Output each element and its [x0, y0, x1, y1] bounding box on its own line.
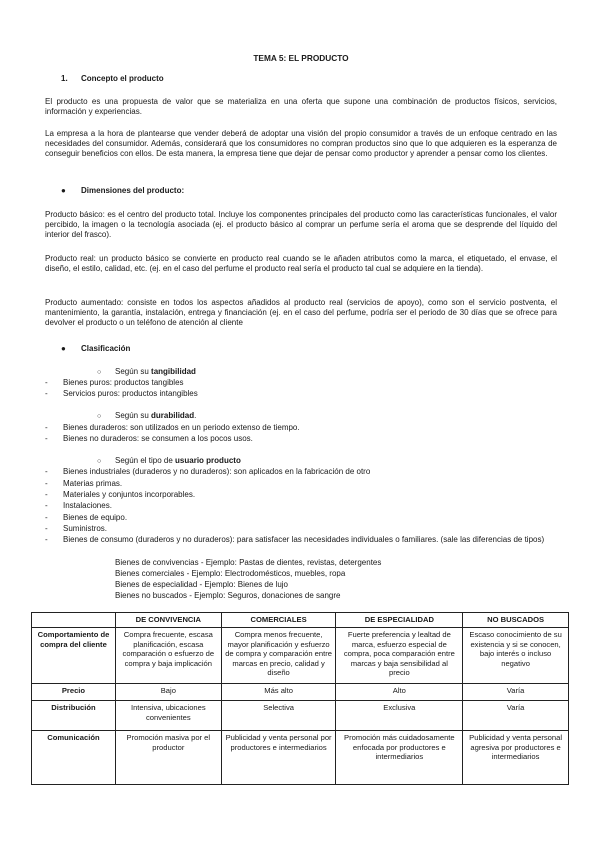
table-cell: Varía [463, 684, 569, 701]
table-cell: Compra frecuente, escasa planificación, escasa comparación o esfuerzo de compra y baja implicación [115, 628, 221, 684]
sub-prefix: Según su [115, 367, 152, 376]
circle-bullet-icon: ○ [97, 369, 102, 376]
row-header: Comunicación [32, 731, 116, 785]
table-cell: Escaso conocimiento de su existencia y si se conocen, bajo interés o incluso negativo [463, 628, 569, 684]
table-cell: Selectiva [221, 701, 336, 731]
list-item: - Bienes industriales (duraderos y no duraderos): son aplicados en la fabricación de otro [45, 467, 371, 476]
comparison-table [31, 612, 569, 785]
sub-usuario-producto: ○ Según el tipo de usuario producto [97, 456, 241, 465]
row-header: Precio [32, 684, 116, 701]
list-item: - Bienes puros: productos tangibles [45, 378, 184, 387]
bullet-clasificacion [61, 344, 130, 354]
table-cell: Compra menos frecuente, mayor planificación y esfuerzo de compra y comparación entre marcas en precio, calidad y diseño [221, 628, 336, 684]
table-header [32, 613, 116, 628]
example-line: Bienes no buscados - Ejemplo: Seguros, donaciones de sangre [115, 591, 341, 600]
circle-bullet-icon: ○ [97, 458, 102, 465]
table-row [32, 628, 569, 684]
bullet-label: Clasificación [81, 344, 131, 353]
table-header: NO BUSCADOS [463, 613, 569, 628]
table-row [32, 701, 569, 731]
table-cell: Más alto [221, 684, 336, 701]
list-item: - Bienes de equipo. [45, 513, 128, 522]
paragraph-producto-real: Producto real: un producto básico se convierte en producto real cuando se le añaden atributos como la marca, el etiquetado, el envase, el diseño, el estilo, calidad, etc. (ej. en el caso del perfume el producto real sería el producto tal cual se adquiere en la tienda). [45, 254, 557, 273]
bullet-label: Dimensiones del producto: [81, 186, 185, 195]
table-header-row [32, 613, 569, 628]
list-item: - Bienes duraderos: son utilizados en un periodo extenso de tiempo. [45, 423, 300, 432]
paragraph-producto-basico: Producto básico: es el centro del producto total. Incluye los componentes principales del producto como las características funcionales, el valor percibido, la imagen o la tecnología asociada (ej. el producto básico al comprar un perfume sería el aroma que se desprende del líquido del interior del frasco). [45, 210, 557, 239]
page-title: TEMA 5: EL PRODUCTO [253, 53, 349, 63]
list-item: - Materias primas. [45, 479, 123, 488]
table-header: DE ESPECIALIDAD [336, 613, 463, 628]
paragraph-producto-aumentado: Producto aumentado: consiste en todos los aspectos añadidos al producto real (servicios de apoyo), como son el servicio postventa, el mantenimiento, la garantía, instalación, entrega y financiación (ej. en el caso del perfume, podría ser el periodo de 30 días que se ofrece para devolver el producto o un teléfono de atención al cliente [45, 298, 557, 327]
circle-bullet-icon: ○ [97, 413, 102, 420]
table-cell: Varía [463, 701, 569, 731]
sub-bold: tangibilidad [151, 367, 196, 376]
list-item: - Bienes de consumo (duraderos y no duraderos): para satisfacer las necesidades individuales o familiares. (sale las diferencias de tipos) [45, 535, 545, 544]
example-line: Bienes de especialidad - Ejemplo: Bienes de lujo [115, 580, 288, 589]
paragraph-1: El producto es una propuesta de valor que se materializa en una oferta que supone una combinación de productos físicos, servicios, información y experiencias. [45, 97, 557, 116]
bullet-dot-icon: ● [61, 186, 66, 195]
list-item: - Servicios puros: productos intangibles [45, 389, 198, 398]
table-row [32, 731, 569, 785]
example-line: Bienes comerciales - Ejemplo: Electrodomésticos, muebles, ropa [115, 569, 346, 578]
row-header: Comportamiento de compra del cliente [32, 628, 116, 684]
list-item: - Bienes no duraderos: se consumen a los pocos usos. [45, 434, 253, 443]
sub-durabilidad: ○ Según su durabilidad. [97, 411, 197, 420]
table-header: COMERCIALES [221, 613, 336, 628]
table-cell: Fuerte preferencia y lealtad de marca, esfuerzo especial de compra, poca comparación entre marcas y baja sensibilidad al precio [336, 628, 463, 684]
table-cell: Bajo [115, 684, 221, 701]
paragraph-2: La empresa a la hora de plantearse que vender deberá de adoptar una visión del propio consumidor a través de un enfoque centrado en las necesidades del consumidor. Además, considerará que los consumidores no compran productos sino que lo que adquieren es la esperanza de conseguir beneficios con ellos. De esta manera, la empresa tiene que dejar de pensar como productor y aprender a pensar como los clientes. [45, 129, 557, 158]
example-line: Bienes de convivencias - Ejemplo: Pastas de dientes, revistas, detergentes [115, 558, 382, 567]
table-header: DE CONVIVENCIA [115, 613, 221, 628]
table-cell: Promoción masiva por el productor [115, 731, 221, 785]
table-cell: Alto [336, 684, 463, 701]
section-number: 1. [61, 74, 68, 83]
bullet-dimensiones [61, 186, 184, 196]
list-item: - Materiales y conjuntos incorporables. [45, 490, 196, 499]
table-row [32, 684, 569, 701]
sub-tangibilidad [97, 367, 196, 378]
table-cell: Promoción más cuidadosamente enfocada por productores e intermediarios [336, 731, 463, 785]
section-heading [61, 74, 164, 84]
row-header: Distribución [32, 701, 116, 731]
list-item: - Instalaciones. [45, 501, 112, 510]
section-label: Concepto el producto [81, 74, 164, 83]
bullet-dot-icon: ● [61, 344, 66, 353]
table-cell: Intensiva, ubicaciones convenientes [115, 701, 221, 731]
table-cell: Exclusiva [336, 701, 463, 731]
table-cell: Publicidad y venta personal por productores e intermediarios [221, 731, 336, 785]
table-cell: Publicidad y venta personal agresiva por productores e intermediarios [463, 731, 569, 785]
list-item: - Suministros. [45, 524, 108, 533]
